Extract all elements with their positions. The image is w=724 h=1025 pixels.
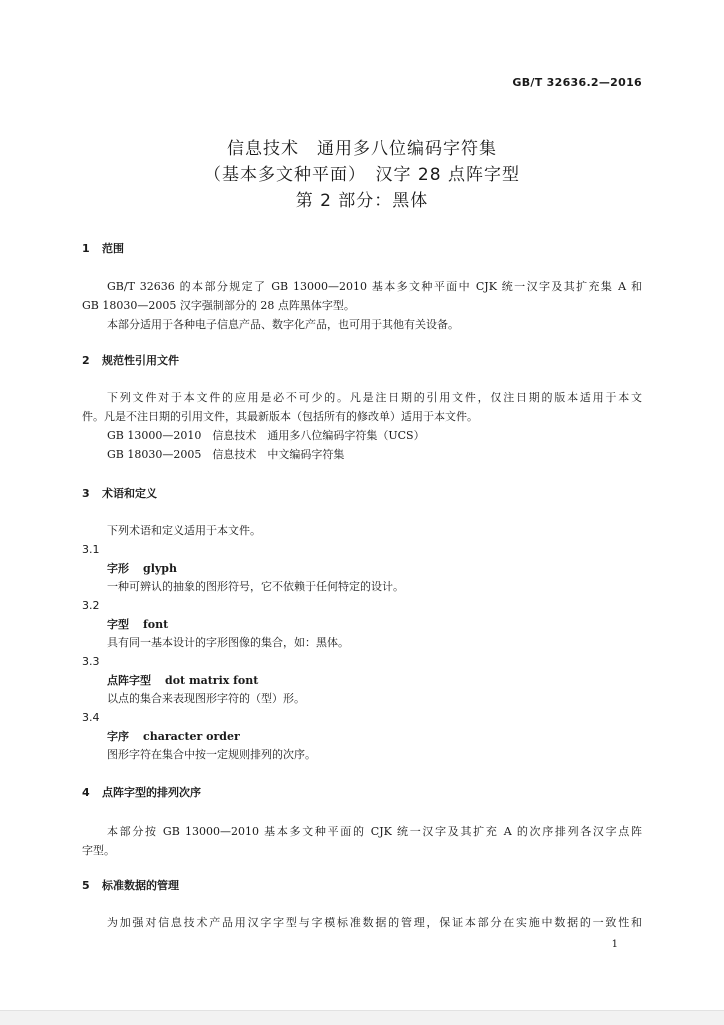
section-4-heading [82, 784, 201, 800]
reference-2: GB 18030—2005 信息技术 中文编码字符集 [107, 448, 345, 461]
section-number: 5 [82, 879, 90, 892]
section-5-heading [82, 877, 179, 893]
term-en: font [143, 618, 169, 631]
term-definition: 具有同一基本设计的字形图像的集合，如：黑体。 [107, 636, 349, 649]
s2-paragraph-line-1: 下列文件对于本文件的应用是必不可少的。凡是注日期的引用文件，仅注日期的版本适用于本文 [107, 391, 642, 404]
s4-paragraph-line-2: 字型。 [82, 844, 115, 857]
s1-paragraph-2: 本部分适用于各种电子信息产品、数字化产品，也可用于其他有关设备。 [107, 318, 459, 331]
section-3-heading [82, 485, 157, 501]
title-line-1: 信息技术 通用多八位编码字符集 [227, 139, 497, 159]
section-1-heading [82, 240, 124, 256]
term-en: dot matrix font [165, 674, 259, 687]
section-number: 2 [82, 354, 90, 367]
term-zh: 字序 [107, 730, 129, 743]
title-line-2: （基本多文种平面） 汉字 28 点阵字型 [204, 165, 520, 185]
term-zh: 点阵字型 [107, 674, 151, 687]
term-number: 3.2 [82, 599, 100, 612]
term-zh: 字形 [107, 562, 129, 575]
section-title: 范围 [102, 242, 124, 255]
term-en: glyph [143, 562, 177, 575]
section-number: 3 [82, 487, 90, 500]
s5-paragraph-line-1: 为加强对信息技术产品用汉字字型与字模标准数据的管理，保证本部分在实施中数据的一致性和 [107, 916, 642, 929]
section-2-heading [82, 352, 179, 368]
viewer-bottom-edge [0, 1010, 724, 1025]
title-line-3: 第 2 部分：黑体 [295, 191, 429, 211]
term-number: 3.3 [82, 655, 100, 668]
term-definition: 图形字符在集合中按一定规则排列的次序。 [107, 748, 316, 761]
term-title [107, 728, 240, 744]
term-title [107, 672, 258, 688]
s2-paragraph-line-2: 件。凡是不注日期的引用文件，其最新版本（包括所有的修改单）适用于本文件。 [82, 410, 478, 423]
term-en: character order [143, 730, 240, 743]
section-title: 点阵字型的排列次序 [102, 786, 201, 799]
term-number: 3.1 [82, 543, 100, 556]
s1-paragraph-line-2: GB 18030—2005 汉字强制部分的 28 点阵黑体字型。 [82, 299, 355, 312]
term-zh: 字型 [107, 618, 129, 631]
term-title [107, 616, 168, 632]
section-title: 术语和定义 [102, 487, 157, 500]
section-number: 1 [82, 242, 90, 255]
reference-1: GB 13000—2010 信息技术 通用多八位编码字符集（UCS） [107, 429, 425, 442]
page-number: 1 [611, 939, 618, 950]
section-title: 规范性引用文件 [102, 354, 179, 367]
term-number: 3.4 [82, 711, 100, 724]
section-number: 4 [82, 786, 90, 799]
s3-intro: 下列术语和定义适用于本文件。 [107, 524, 261, 537]
term-title [107, 560, 177, 576]
term-definition: 以点的集合来表现图形字符的（型）形。 [107, 692, 305, 705]
section-title: 标准数据的管理 [102, 879, 179, 892]
s4-paragraph-line-1: 本部分按 GB 13000—2010 基本多文种平面的 CJK 统一汉字及其扩充 A 的次序排列各汉字点阵 [107, 825, 642, 838]
standard-code: GB/T 32636.2—2016 [512, 76, 642, 89]
s1-paragraph-line-1: GB/T 32636 的本部分规定了 GB 13000—2010 基本多文种平面中 CJK 统一汉字及其扩充集 A 和 [107, 280, 642, 293]
term-definition: 一种可辨认的抽象的图形符号，它不依赖于任何特定的设计。 [107, 580, 404, 593]
